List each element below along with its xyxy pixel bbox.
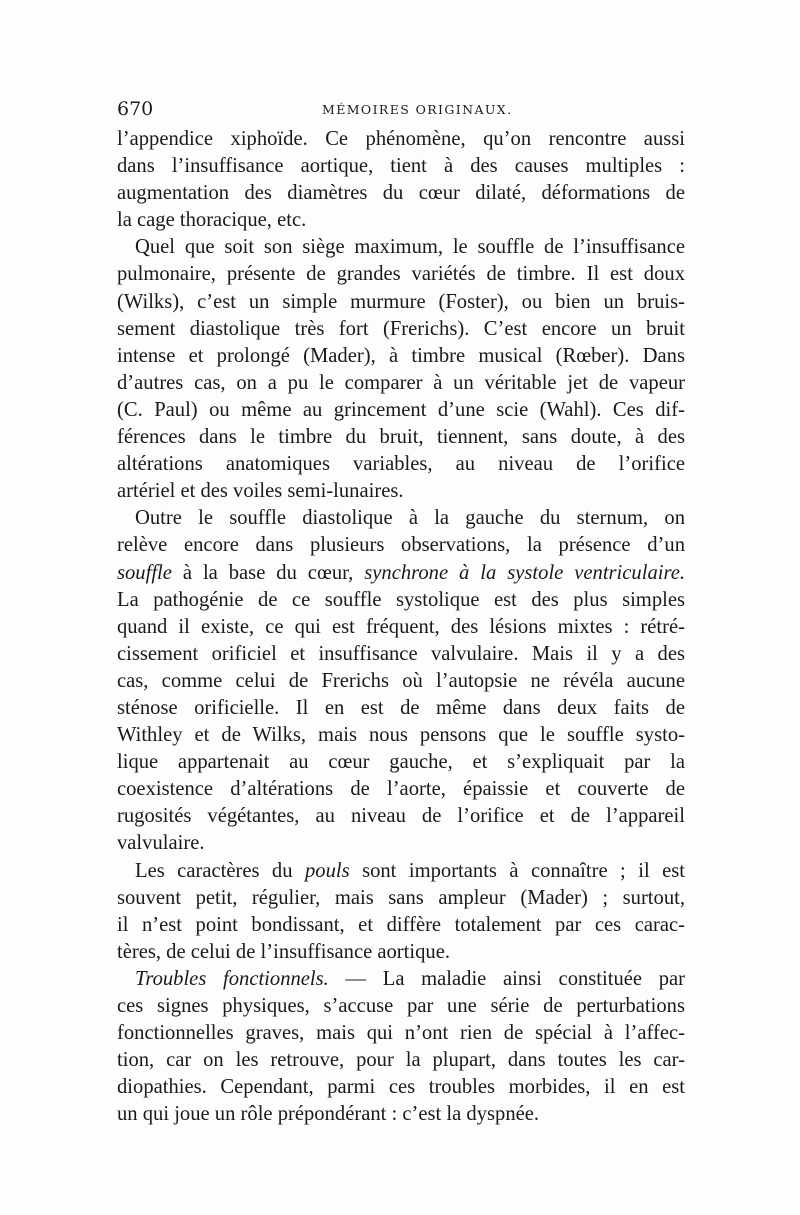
text-line-mixed: [117, 858, 685, 885]
section-heading: Troubles fonctionnels.: [135, 967, 329, 990]
text-line: sement diastolique très fort (Frerichs). C’est encore un bruit: [117, 317, 685, 340]
text-line: cas, comme celui de Frerichs où l’autopsie ne révéla aucune: [117, 669, 685, 692]
text-line: férences dans le timbre du bruit, tiennent, sans doute, à des: [117, 426, 685, 449]
text-line: pulmonaire, présente de grandes variétés de timbre. Il est doux: [117, 263, 685, 286]
text-line: lique appartenait au cœur gauche, et s’expliquait par la: [117, 751, 685, 774]
text-line: artériel et des voiles semi-lunaires.: [117, 480, 404, 503]
page-number: 670: [117, 98, 154, 120]
italic-phrase: synchrone à la systole ventriculaire.: [364, 561, 685, 584]
text-line: Outre le souffle diastolique à la gauche du sternum, on: [135, 507, 685, 530]
text-line-mixed: [117, 966, 685, 993]
text-line: ces signes physiques, s’accuse par une série de perturbations: [117, 995, 685, 1017]
text-fragment: — La maladie ainsi constituée par: [345, 967, 686, 990]
running-head: [117, 98, 685, 124]
text-line-mixed: [117, 560, 685, 587]
text-line: sténose orificielle. Il en est de même dans deux faits de: [117, 696, 685, 719]
text-fragment: Les caractères du: [135, 859, 305, 882]
text-line: (C. Paul) ou même au grincement d’une scie (Wahl). Ces dif-: [117, 398, 685, 421]
text-line: tion, car on les retrouve, pour la plupart, dans toutes les car-: [117, 1049, 685, 1072]
text-line: la cage thoracique, etc.: [117, 209, 307, 232]
text-line: coexistence d’altérations de l’aorte, épaissie et couverte de: [117, 778, 685, 801]
running-title: MÉMOIRES ORIGINAUX.: [322, 102, 513, 117]
text-fragment: sont importants à connaître ; il est: [362, 859, 685, 882]
text-line: cissement orificiel et insuffisance valvulaire. Mais il y a des: [117, 642, 685, 665]
text-line: valvulaire.: [117, 832, 205, 855]
text-fragment: à la base du cœur,: [171, 561, 365, 584]
text-line: souvent petit, régulier, mais sans ampleur (Mader) ; surtout,: [117, 886, 685, 909]
text-line: il n’est point bondissant, et diffère totalement par ces carac-: [117, 913, 685, 936]
text-line: tères, de celui de l’insuffisance aortique.: [117, 940, 450, 963]
italic-phrase: souffle: [117, 561, 172, 584]
text-line: dans l’insuffisance aortique, tient à des causes multiples :: [117, 155, 685, 178]
text-line: rugosités végétantes, au niveau de l’orifice et de l’appareil: [117, 805, 685, 828]
text-line: fonctionnelles graves, mais qui n’ont rien de spécial à l’affec-: [117, 1022, 685, 1045]
text-line: (Wilks), c’est un simple murmure (Foster), ou bien un bruis-: [117, 290, 685, 313]
italic-phrase: pouls: [304, 859, 350, 882]
text-line: Quel que soit son siège maximum, le souffle de l’insuffisance: [135, 236, 685, 259]
text-line: augmentation des diamètres du cœur dilaté, déformations de: [117, 182, 685, 205]
text-line: d’autres cas, on a pu le comparer à un véritable jet de vapeur: [117, 371, 685, 394]
text-line: quand il existe, ce qui est fréquent, des lésions mixtes : rétré-: [117, 615, 685, 638]
text-line: un qui joue un rôle prépondérant : c’est la dyspnée.: [117, 1103, 540, 1126]
text-line: Withley et de Wilks, mais nous pensons que le souffle systo-: [117, 724, 685, 747]
text-line: relève encore dans plusieurs observations, la présence d’un: [117, 534, 685, 557]
text-line: La pathogénie de ce souffle systolique est des plus simples: [117, 588, 685, 611]
text-line: diopathies. Cependant, parmi ces troubles morbides, il en est: [117, 1076, 685, 1099]
body-text: [117, 126, 685, 1128]
text-line: altérations anatomiques variables, au niveau de l’orifice: [117, 453, 685, 476]
text-line: l’appendice xiphoïde. Ce phénomène, qu’on rencontre aussi: [117, 128, 685, 150]
text-line: intense et prolongé (Mader), à timbre musical (Rœber). Dans: [117, 344, 685, 367]
